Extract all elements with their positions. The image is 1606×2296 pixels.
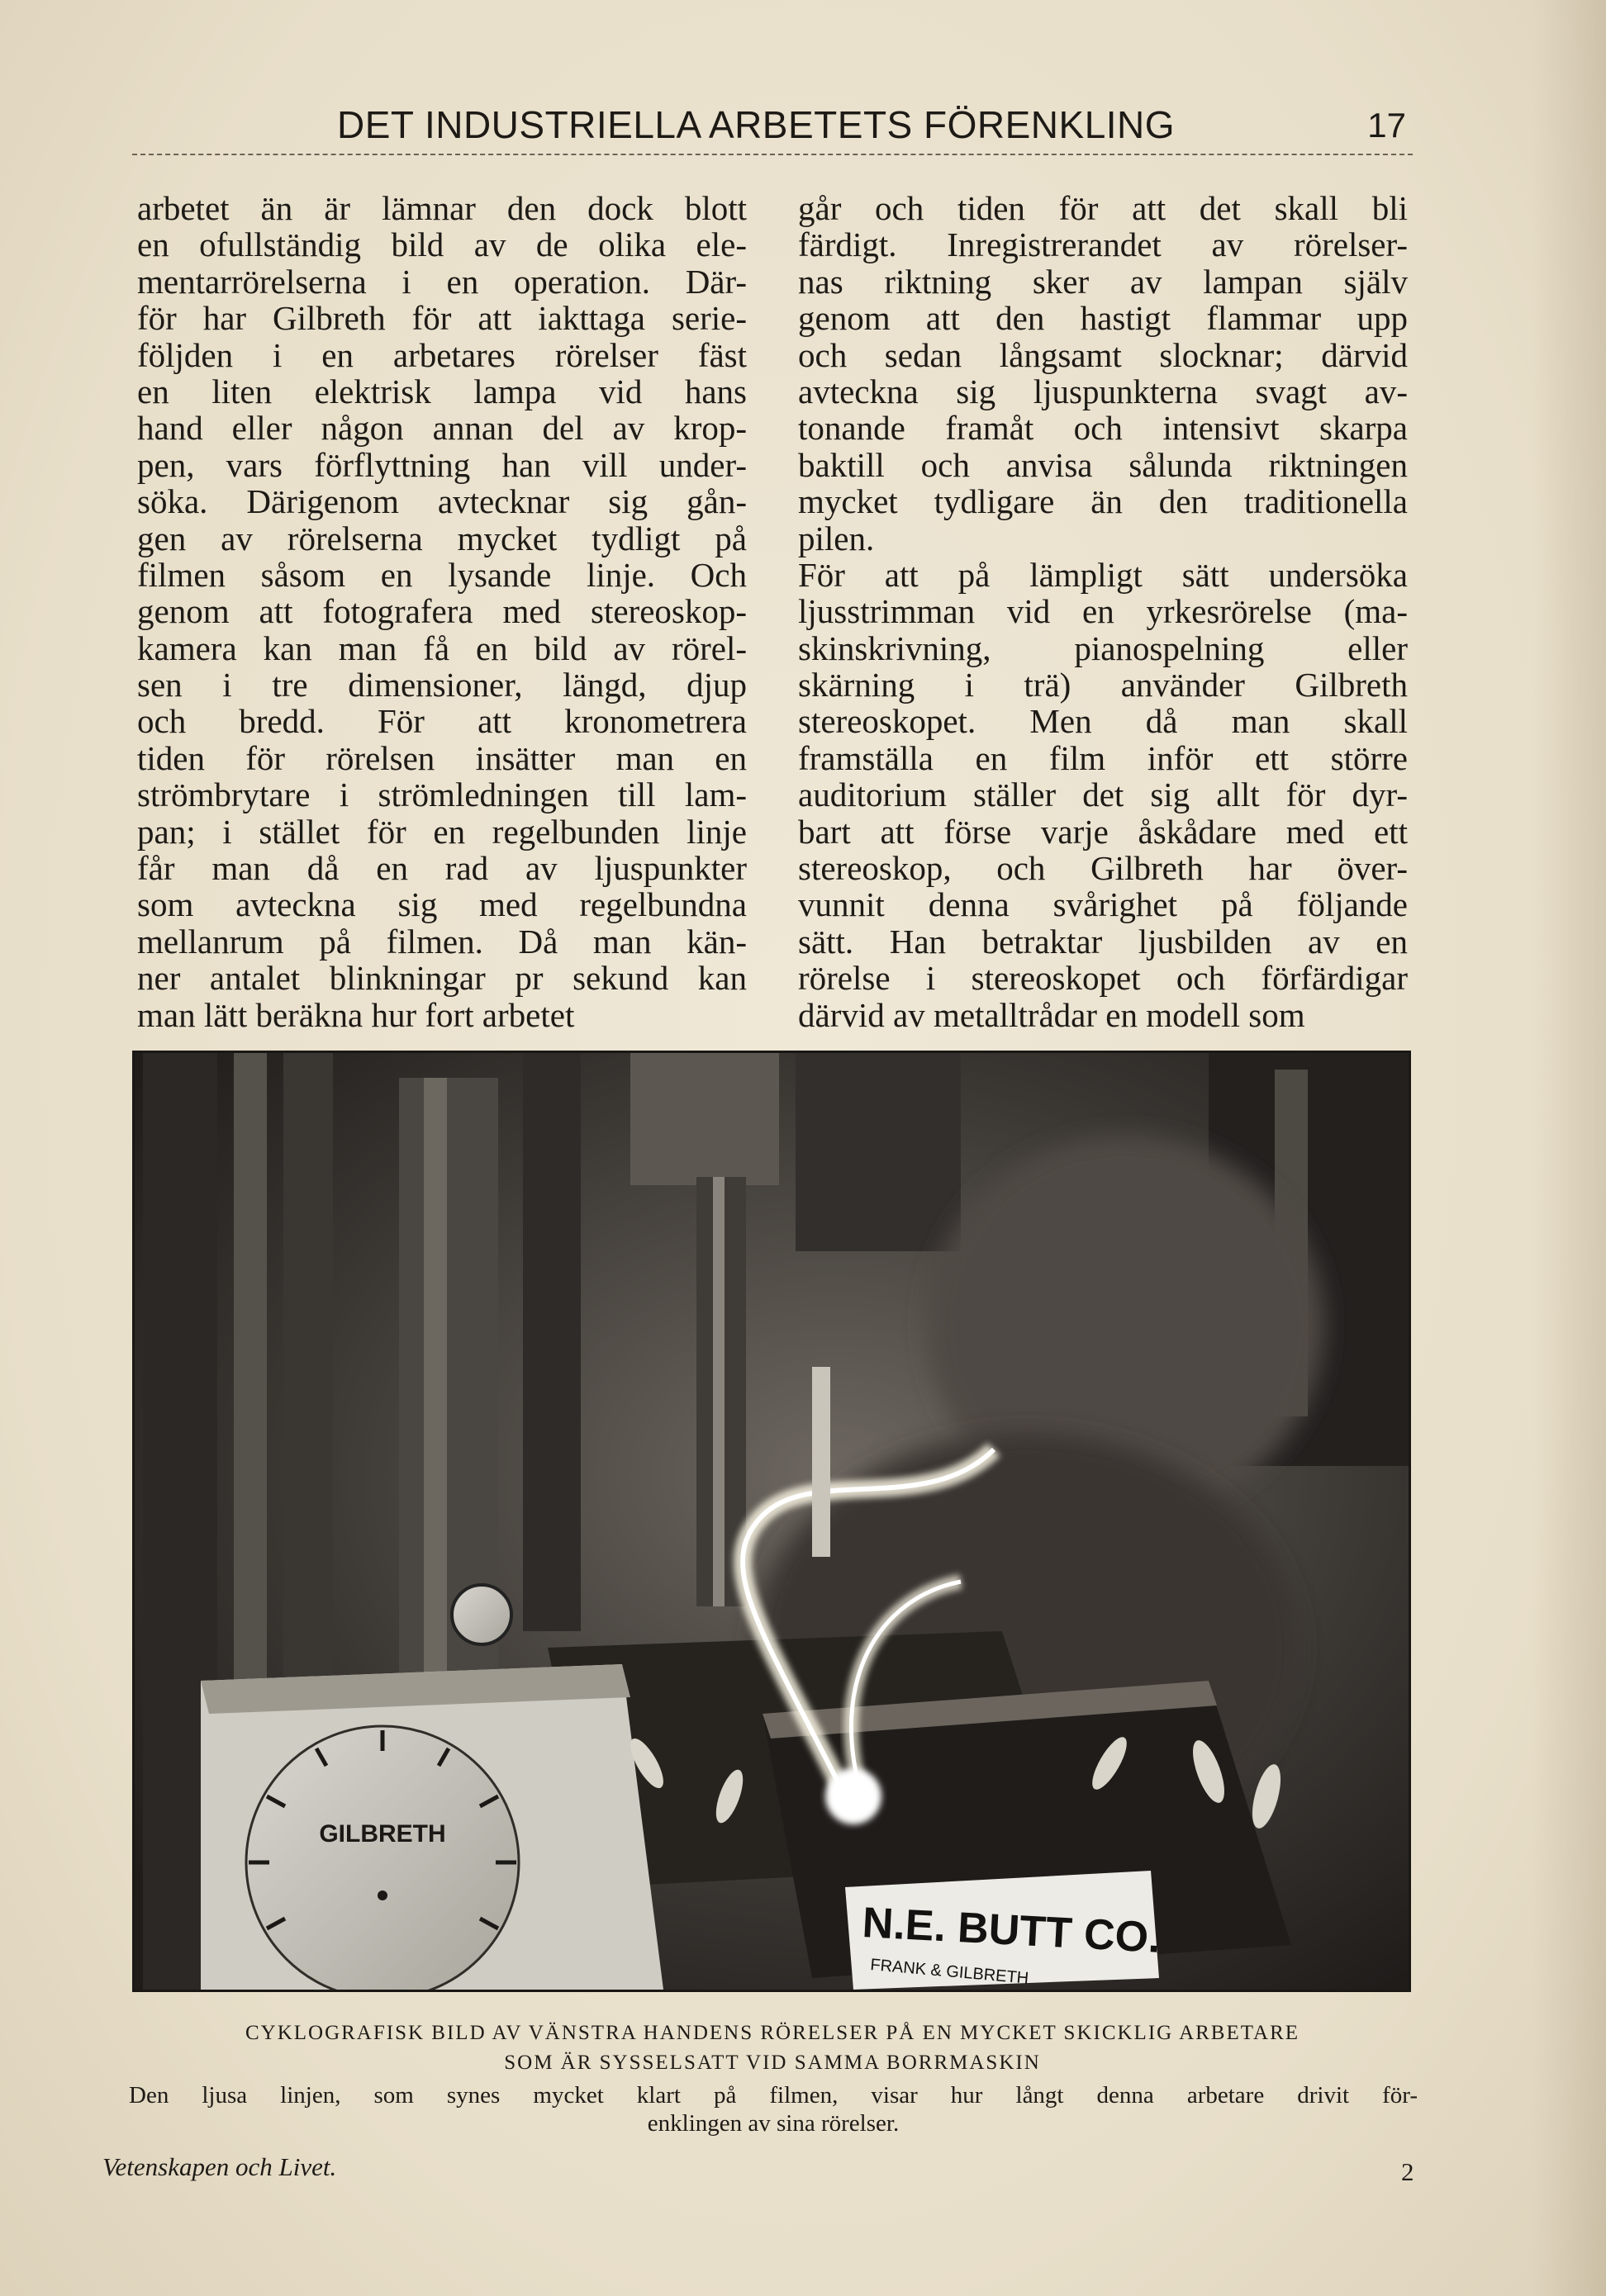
text-line: vunnit denna svårighet på följande xyxy=(798,885,1408,924)
text-line: tiden för rörelsen insätter man en xyxy=(137,738,747,777)
text-line: går och tiden för att det skall bli xyxy=(798,189,1408,227)
caption-text-line-1: Den ljusa linjen, som synes mycket klart på filmen, visar hur långt denna arbetare drivit för- xyxy=(129,2082,1418,2109)
clock-label: GILBRETH xyxy=(319,1820,446,1848)
text-line: skärning i trä) använder Gilbreth xyxy=(798,666,1408,704)
caption-title-line-2: SOM ÄR SYSSELSATT VID SAMMA BORRMASKIN xyxy=(504,2052,1041,2074)
caption-title-line-1: CYKLOGRAFISK BILD AV VÄNSTRA HANDENS RÖRELSER PÅ EN MYCKET SKICKLIG ARBETARE xyxy=(245,2022,1300,2044)
text-line: färdigt. Inregistrerandet av rörelser- xyxy=(798,225,1408,264)
text-line: baktill och anvisa sålunda riktningen xyxy=(798,445,1408,484)
text-line: därvid av metalltrådar en modell som xyxy=(798,995,1305,1034)
caption-text-line-2: enklingen av sina rörelser. xyxy=(647,2110,900,2137)
photo-illustration xyxy=(135,1053,1409,1990)
text-line: genom att den hastigt flammar upp xyxy=(798,299,1408,338)
text-line: en ofullständig bild av de olika ele- xyxy=(137,225,747,264)
text-line: hand eller någon annan del av krop- xyxy=(137,409,747,448)
text-line: framställa en film inför ett större xyxy=(798,738,1408,777)
text-line: avteckna sig ljuspunkterna svagt av- xyxy=(798,372,1408,410)
text-line: ner antalet blinkningar pr sekund kan xyxy=(137,959,747,998)
journal-name: Vetenskapen och Livet. xyxy=(102,2152,337,2181)
text-line: pen, vars förflyttning han vill under- xyxy=(137,445,747,484)
text-line: och bredd. För att kronometrera xyxy=(137,702,747,741)
text-line: filmen såsom en lysande linje. Och xyxy=(137,555,747,594)
text-line: man lätt beräkna hur fort arbetet xyxy=(137,995,575,1034)
running-header xyxy=(132,97,1413,155)
text-line: nas riktning sker av lampan själv xyxy=(798,262,1408,301)
left-column xyxy=(137,190,747,1033)
text-line: arbetet än är lämnar den dock blott xyxy=(137,189,747,227)
text-line: sätt. Han betraktar ljusbilden av en xyxy=(798,922,1408,961)
text-line: en liten elektrisk lampa vid hans xyxy=(137,372,747,410)
text-line: får man då en rad av ljuspunkter xyxy=(137,849,747,888)
right-column xyxy=(798,190,1408,1033)
text-line: stereoskop, och Gilbreth har över- xyxy=(798,849,1408,888)
text-line: mellanrum på filmen. Då man kän- xyxy=(137,922,747,961)
text-line: ljusstrimman vid en yrkesrörelse (ma- xyxy=(798,592,1408,631)
running-title: DET INDUSTRIELLA ARBETETS FÖRENKLING xyxy=(337,103,1176,146)
cyclograph-photo xyxy=(132,1051,1411,1992)
text-line: pan; i stället för en regelbunden linje xyxy=(137,812,747,851)
text-line: tonande framåt och intensivt skarpa xyxy=(798,409,1408,448)
text-line: gen av rörelserna mycket tydligt på xyxy=(137,519,747,557)
page-spine-shadow xyxy=(1532,0,1606,2296)
text-line: mentarrörelserna i en operation. Där- xyxy=(137,262,747,301)
page-number: 17 xyxy=(1367,106,1406,145)
text-line: genom att fotografera med stereoskop- xyxy=(137,592,747,631)
text-line: följden i en arbetares rörelser fäst xyxy=(137,335,747,374)
signature-mark: 2 xyxy=(1401,2157,1414,2186)
text-line: strömbrytare i strömledningen till lam- xyxy=(137,776,747,814)
text-line: och sedan långsamt slocknar; därvid xyxy=(798,335,1408,374)
text-line: för har Gilbreth för att iakttaga serie- xyxy=(137,299,747,338)
figure-caption-title xyxy=(116,2018,1429,2078)
box-label-sub: FRANK & GILBRETH xyxy=(869,1956,1030,1988)
text-line: rörelse i stereoskopet och förfärdigar xyxy=(798,959,1408,998)
figure-caption-text xyxy=(129,2081,1418,2137)
text-line: som avteckna sig med regelbundna xyxy=(137,885,747,924)
text-line: mycket tydligare än den traditionella xyxy=(798,482,1408,521)
box-label-main: N.E. BUTT CO. xyxy=(861,1899,1162,1962)
text-line: skinskrivning, pianospelning eller xyxy=(798,629,1408,667)
text-line: bart att förse varje åskådare med ett xyxy=(798,812,1408,851)
text-line: För att på lämpligt sätt undersöka xyxy=(798,555,1408,594)
text-line: söka. Därigenom avtecknar sig gån- xyxy=(137,482,747,521)
text-line: stereoskopet. Men då man skall xyxy=(798,702,1408,741)
text-line: auditorium ställer det sig allt för dyr- xyxy=(798,776,1408,814)
text-line: sen i tre dimensioner, längd, djup xyxy=(137,666,747,704)
text-line: kamera kan man få en bild av rörel- xyxy=(137,629,747,667)
text-line: pilen. xyxy=(798,519,875,557)
